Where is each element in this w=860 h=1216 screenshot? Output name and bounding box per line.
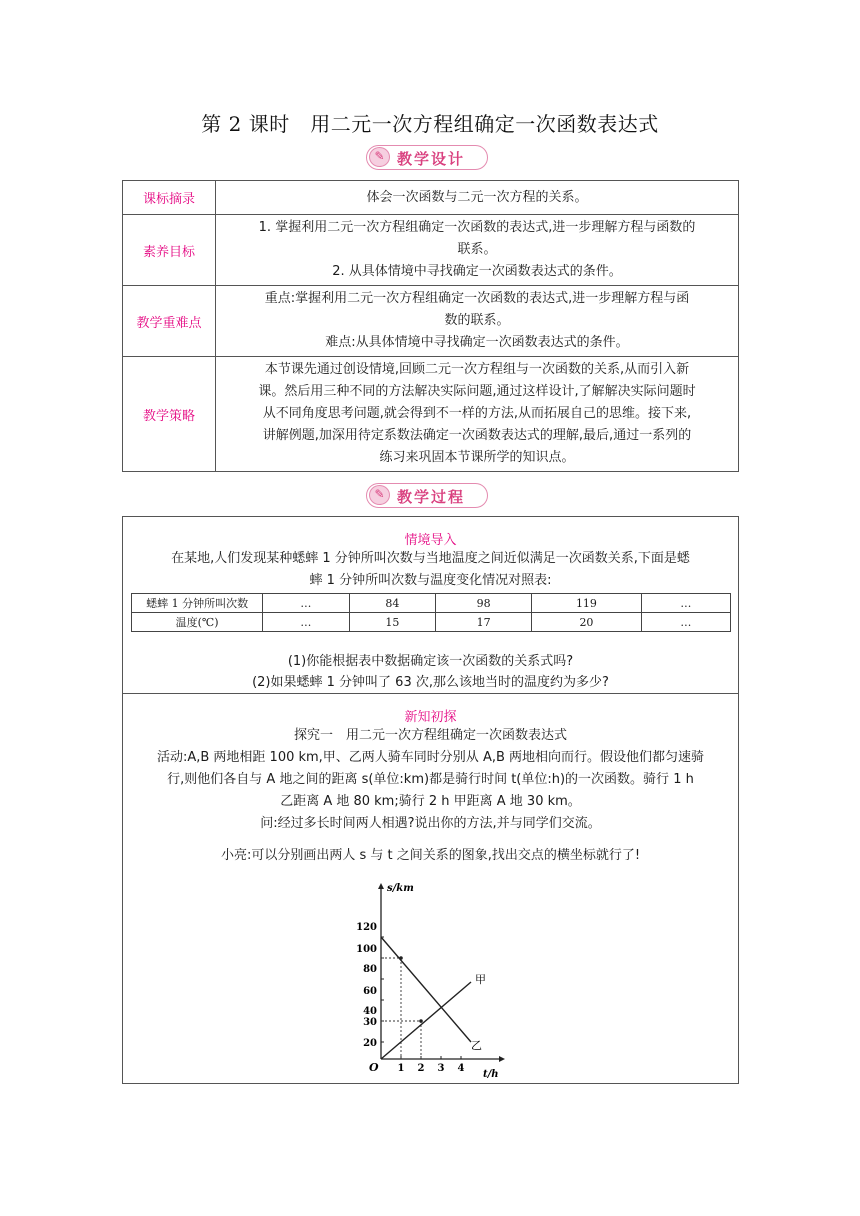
content-line: 课。然后用三种不同的方法解决实际问题,通过这样设计,了解解决实际问题时 (258, 384, 696, 399)
y-tick: 80 (363, 964, 377, 975)
design-row (123, 215, 739, 286)
table-row (132, 613, 731, 632)
y-axis-label: s/km (387, 883, 414, 894)
y-tick: 120 (356, 922, 377, 933)
table-cell: 20 (532, 613, 642, 632)
content-line: 难点:从具体情境中寻找确定一次函数表达式的条件。 (325, 335, 629, 350)
design-row (123, 357, 739, 472)
distance-time-graph (356, 882, 511, 1082)
design-table (122, 180, 739, 472)
table-cell: 蟋蟀 1 分钟所叫次数 (132, 594, 263, 613)
design-row (123, 286, 739, 357)
activity-line: 乙距离 A 地 80 km;骑行 2 h 甲距离 A 地 30 km。 (280, 794, 581, 809)
content-line: 数的联系。 (444, 313, 510, 328)
line-jia (381, 982, 471, 1059)
content-line: 重点:掌握利用二元一次方程组确定一次函数的表达式,进一步理解方程与函 (264, 291, 690, 306)
section-banner-process (366, 483, 488, 508)
table-cell: … (641, 613, 730, 632)
banner-label: 教学过程 (397, 488, 466, 506)
activity-line: 行,则他们各自与 A 地之间的距离 s(单位:km)都是骑行时间 t(单位:h)的一次函数。骑行 1 h (167, 772, 694, 787)
y-tick: 30 (363, 1017, 377, 1028)
x-tick: 4 (457, 1063, 465, 1074)
y-tick: 60 (363, 986, 377, 997)
table-cell: 84 (349, 594, 436, 613)
y-tick: 20 (363, 1038, 377, 1049)
xiaoliang-line: 小亮:可以分别画出两人 s 与 t 之间关系的图象,找出交点的横坐标就行了! (220, 848, 641, 863)
row-content (216, 286, 739, 357)
table-cell: 17 (436, 613, 532, 632)
question-2: (2)如果蟋蟀 1 分钟叫了 63 次,那么该地当时的温度约为多少? (252, 675, 609, 690)
x-axis-arrow (499, 1056, 505, 1062)
content-line: 联系。 (457, 242, 497, 257)
banner-label: 教学设计 (397, 150, 466, 168)
table-row (132, 594, 731, 613)
section-banner-design (366, 145, 488, 170)
intro-line: 蟀 1 分钟所叫次数与温度变化情况对照表: (309, 573, 552, 588)
question-1: (1)你能根据表中数据确定该一次函数的关系式吗? (287, 654, 574, 669)
content-line: 讲解例题,加深用待定系数法确定一次函数表达式的理解,最后,通过一系列的 (262, 428, 692, 443)
intro-line: 在某地,人们发现某种蟋蟀 1 分钟所叫次数与当地温度之间近似满足一次函数关系,下面是蟋 (171, 551, 690, 566)
row-content (216, 215, 739, 286)
table-cell: … (641, 594, 730, 613)
content-line: 从不同角度思考问题,就会得到不一样的方法,从而拓展自己的思维。接下来, (262, 406, 692, 421)
table-cell: 98 (436, 594, 532, 613)
content-line: 练习来巩固本节课所学的知识点。 (379, 450, 575, 465)
x-axis-label: t/h (483, 1069, 499, 1080)
row-content (216, 181, 739, 215)
content-line: 本节课先通过创设情境,回顾二元一次方程组与一次函数的关系,从而引入新 (264, 362, 690, 377)
process-box (122, 516, 739, 1084)
row-label: 素养目标 (123, 215, 216, 286)
table-cell: … (263, 613, 349, 632)
row-label: 教学重难点 (123, 286, 216, 357)
page-title: 第 2 课时 用二元一次方程组确定一次函数表达式 (201, 112, 659, 136)
x-tick: 1 (397, 1063, 405, 1074)
x-tick: 3 (437, 1063, 445, 1074)
line-jia-label: 甲 (475, 973, 486, 986)
activity-line: 活动:A,B 两地相距 100 km,甲、乙两人骑车同时分别从 A,B 两地相向而行。假设他们都匀速骑 (156, 750, 705, 765)
table-cell: … (263, 594, 349, 613)
newknow-subtitle: 探究一 用二元一次方程组确定一次函数表达式 (293, 728, 567, 743)
origin-label: O (369, 1061, 379, 1074)
content-line: 1. 掌握利用二元一次方程组确定一次函数的表达式,进一步理解方程与函数的 (258, 220, 696, 235)
row-label: 教学策略 (123, 357, 216, 472)
content-line: 体会一次函数与二元一次方程的关系。 (366, 189, 588, 205)
row-content (216, 357, 739, 472)
table-cell: 15 (349, 613, 436, 632)
cricket-table (131, 593, 731, 632)
design-row (123, 181, 739, 215)
intro-section (123, 517, 738, 694)
y-tick: 100 (356, 944, 377, 955)
table-cell: 温度(℃) (132, 613, 263, 632)
table-cell: 119 (532, 594, 642, 613)
x-tick: 2 (417, 1063, 425, 1074)
y-tick: 40 (363, 1006, 377, 1017)
newknow-section (123, 694, 738, 1083)
intro-title: 情境导入 (404, 533, 457, 548)
line-yi-label: 乙 (471, 1039, 482, 1052)
line-yi (381, 937, 471, 1042)
book-icon: ✎ (369, 147, 390, 167)
y-axis-arrow (378, 883, 384, 889)
activity-line: 问:经过多长时间两人相遇?说出你的方法,并与同学们交流。 (260, 816, 601, 831)
newknow-title: 新知初探 (404, 710, 457, 725)
row-label: 课标摘录 (123, 181, 216, 215)
content-line: 2. 从具体情境中寻找确定一次函数表达式的条件。 (332, 264, 622, 279)
book-icon: ✎ (369, 485, 390, 505)
